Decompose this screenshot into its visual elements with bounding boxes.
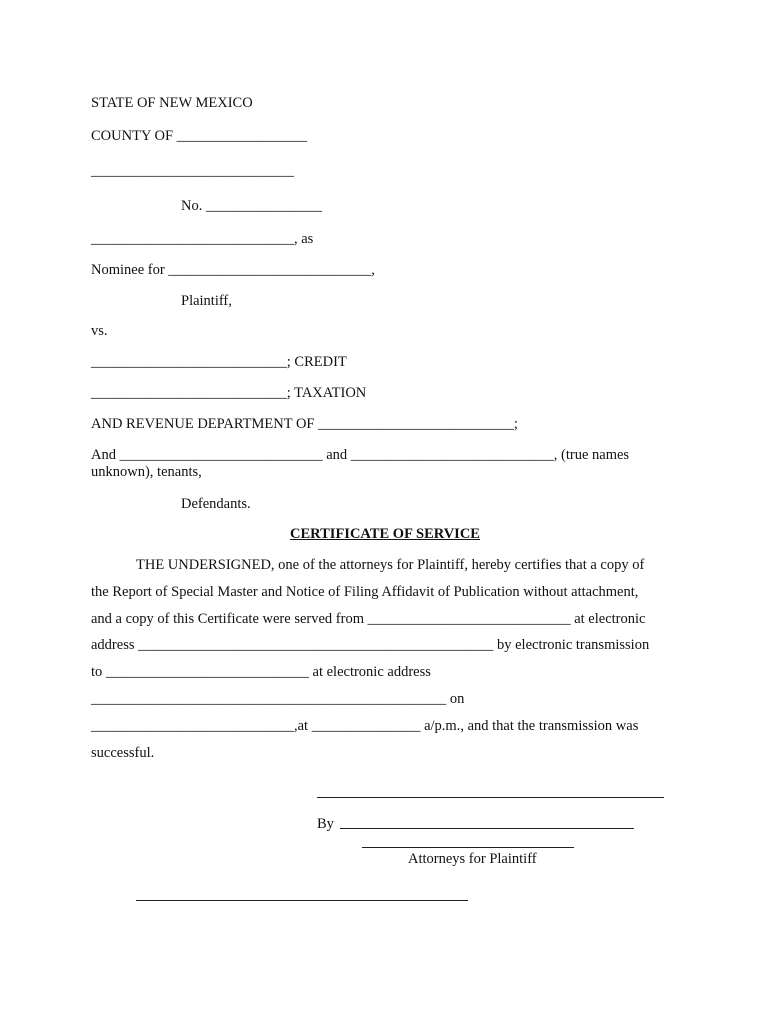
by-label: By [317, 816, 334, 832]
court-blank-line: ____________________________ [91, 163, 294, 179]
case-number-line: No. ________________ [181, 198, 322, 214]
state-heading: STATE OF NEW MEXICO [91, 95, 253, 111]
footer-rule [136, 900, 468, 901]
attorney-name-rule [362, 847, 574, 848]
versus-label: vs. [91, 323, 108, 339]
certificate-line: and a copy of this Certificate were served from ____________________________ at electronic [91, 611, 646, 627]
certificate-line: address _________________________________________________ by electronic transmission [91, 637, 650, 653]
plaintiff-label: Plaintiff, [181, 293, 232, 309]
plaintiff-nominee-line: Nominee for ____________________________, [91, 262, 375, 278]
certificate-line: _________________________________________________ on [91, 691, 465, 707]
certificate-line: the Report of Special Master and Notice of Filing Affidavit of Publication without attachment, [91, 584, 639, 600]
signature-rule [317, 797, 664, 798]
certificate-line: ____________________________,at _______________ a/p.m., and that the transmission was [91, 718, 639, 734]
attorneys-label: Attorneys for Plaintiff [408, 851, 537, 867]
certificate-line: successful. [91, 745, 155, 761]
certificate-line: THE UNDERSIGNED, one of the attorneys for Plaintiff, hereby certifies that a copy of [136, 557, 645, 573]
plaintiff-name-line: ____________________________, as [91, 231, 314, 247]
certificate-title: CERTIFICATE OF SERVICE [290, 526, 480, 542]
by-signature-rule [340, 828, 634, 829]
defendants-label: Defendants. [181, 496, 251, 512]
certificate-line: to ____________________________ at electronic address [91, 664, 431, 680]
defendant-line-taxation: ___________________________; TAXATION [91, 385, 367, 401]
defendant-line-department: AND REVENUE DEPARTMENT OF ___________________________; [91, 416, 518, 432]
defendant-line-credit: ___________________________; CREDIT [91, 354, 347, 370]
defendant-line-tenants: And ____________________________ and ____________________________, (true names [91, 447, 630, 463]
defendant-line-unknown: unknown), tenants, [91, 464, 202, 480]
county-line: COUNTY OF __________________ [91, 128, 308, 144]
